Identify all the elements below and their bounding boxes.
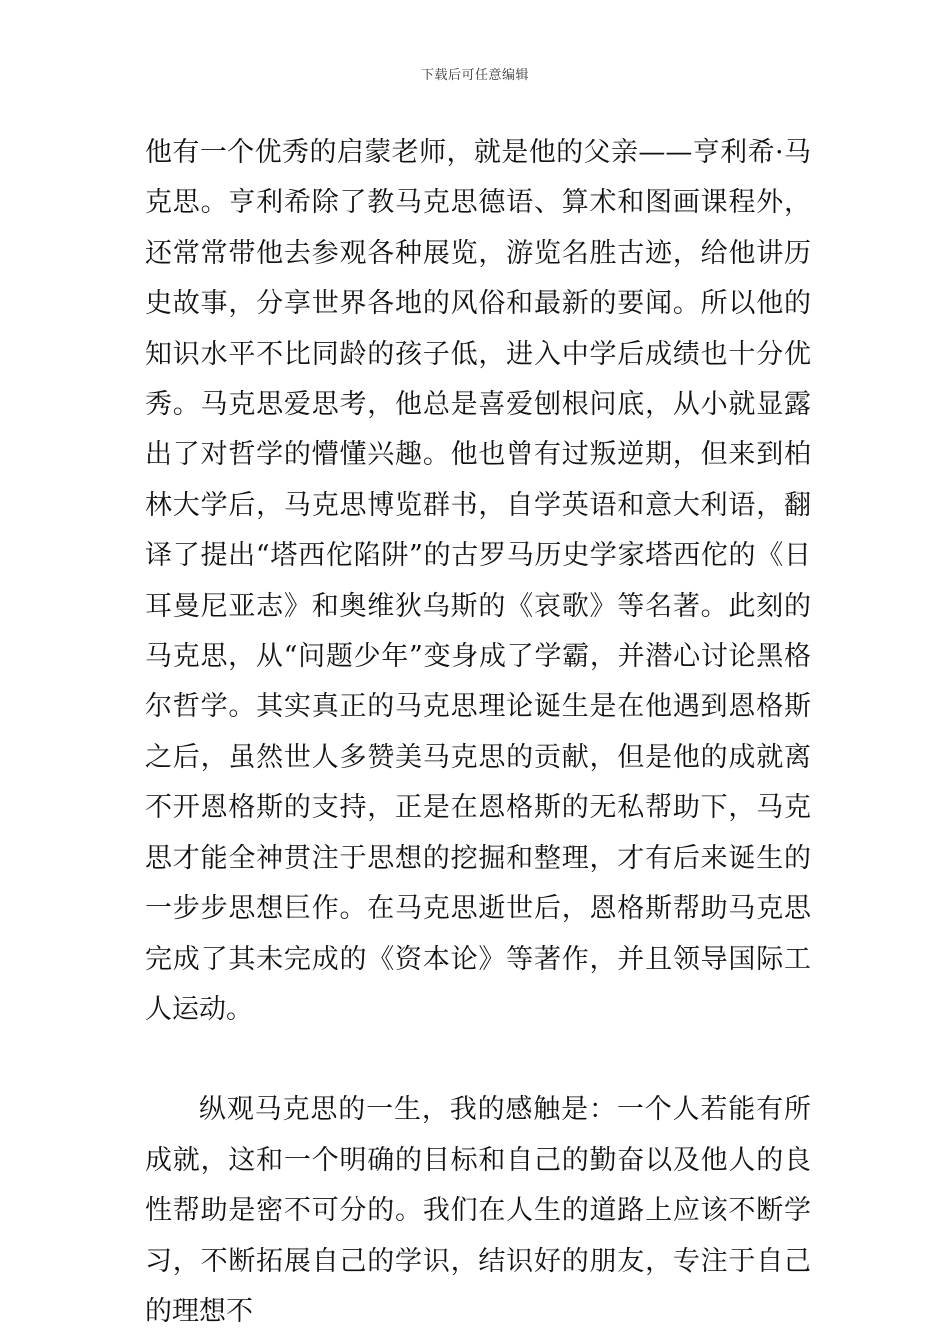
- paragraph-2: 纵观马克思的一生，我的感触是：一个人若能有所成就，这和一个明确的目标和自己的勤奋以及他人的良性帮助是密不可分的。我们在人生的道路上应该不断学习，不断拓展自己的学识，结识好的朋友，专注于自己的理想不: [145, 1094, 811, 1327]
- document-body: [145, 128, 811, 1337]
- paragraph-1: 他有一个优秀的启蒙老师，就是他的父亲——亨利希·马克思。亨利希除了教马克思德语、算术和图画课程外，还常常带他去参观各种展览，游览名胜古迹，给他讲历史故事，分享世界各地的风俗和最新的要闻。所以他的知识水平不比同龄的孩子低，进入中学后成绩也十分优秀。马克思爱思考，他总是喜爱刨根问底，从小就显露出了对哲学的懵懂兴趣。他也曾有过叛逆期，但来到柏林大学后，马克思博览群书，自学英语和意大利语，翻译了提出“塔西佗陷阱”的古罗马历史学家塔西佗的《日耳曼尼亚志》和奥维狄乌斯的《哀歌》等名著。此刻的马克思，从“问题少年”变身成了学霸，并潜心讨论黑格尔哲学。其实真正的马克思理论诞生是在他遇到恩格斯之后，虽然世人多赞美马克思的贡献，但是他的成就离不开恩格斯的支持，正是在恩格斯的无私帮助下，马克思才能全神贯注于思想的挖掘和整理，才有后来诞生的一步步思想巨作。在马克思逝世后，恩格斯帮助马克思完成了其未完成的《资本论》等著作，并且领导国际工人运动。: [145, 137, 811, 1025]
- page-header: 下载后可任意编辑: [420, 68, 529, 83]
